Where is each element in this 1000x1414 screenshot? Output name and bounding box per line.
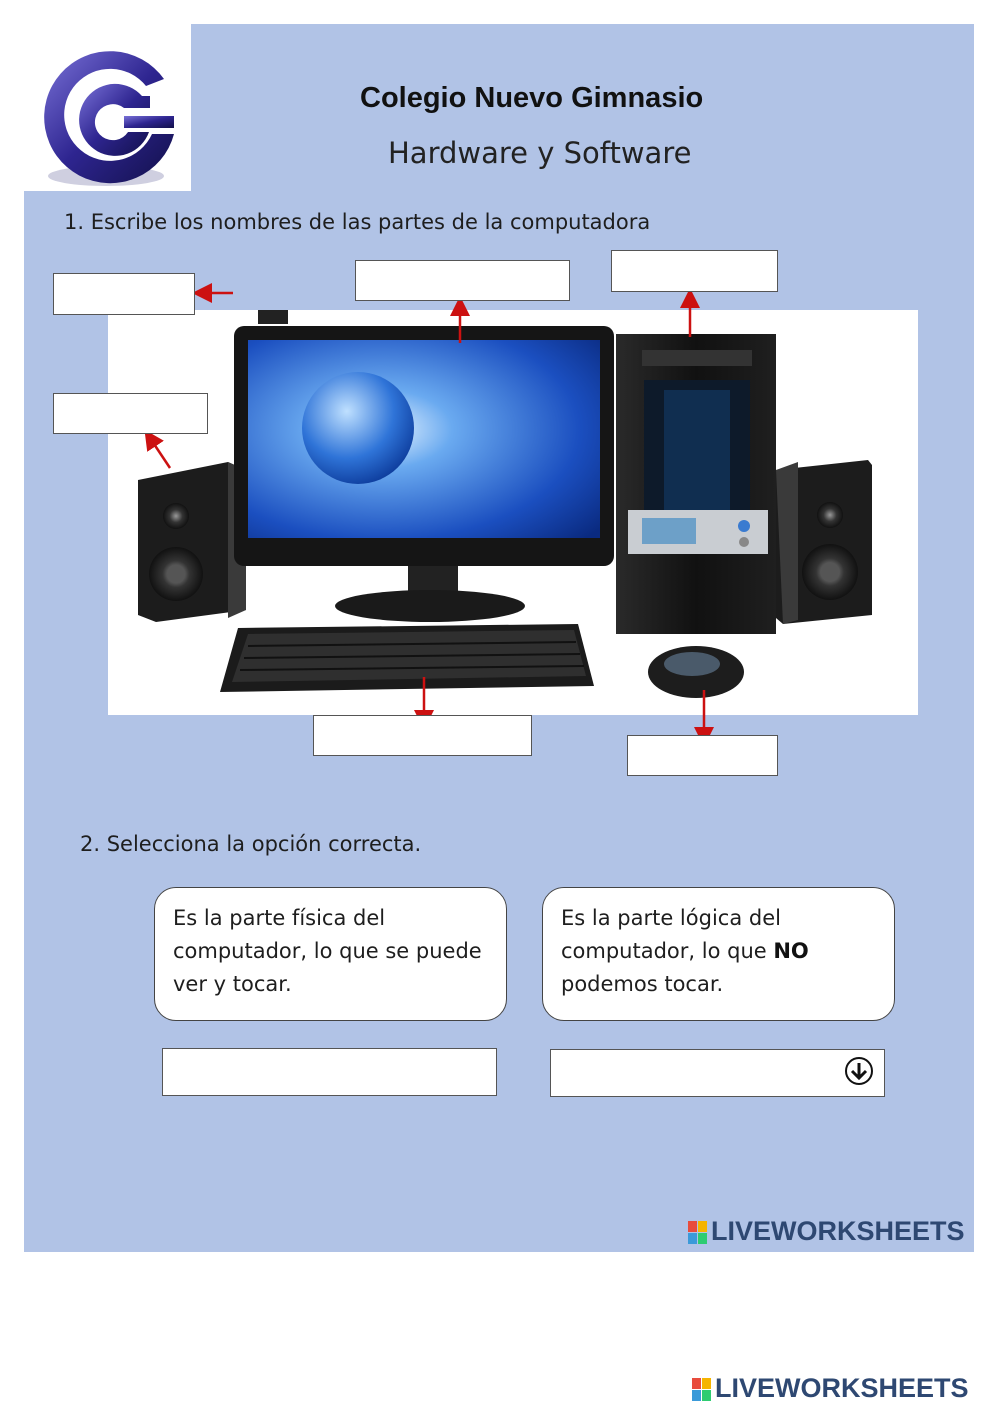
answer-dropdown-software[interactable] (550, 1049, 885, 1097)
liveworksheets-mark-icon (688, 1221, 708, 1245)
definition-text-software-part2: podemos tocar. (561, 972, 724, 996)
answer-field-webcam[interactable] (53, 273, 195, 315)
definition-text-software-part1: Es la parte lógica del computador, lo que (561, 906, 781, 963)
answer-field-cpu-tower[interactable] (611, 250, 778, 292)
liveworksheets-text-footer: LIVEWORKSHEETS (715, 1373, 969, 1403)
worksheet-title: Hardware y Software (388, 136, 692, 170)
answer-field-monitor[interactable] (355, 260, 570, 301)
answer-field-hardware[interactable] (162, 1048, 497, 1096)
liveworksheets-logo-footer[interactable] (692, 1373, 969, 1404)
liveworksheets-logo-sheet (688, 1216, 965, 1247)
definition-card-software (542, 887, 895, 1021)
arrow-speaker (150, 438, 170, 468)
definition-text-software-bold: NO (773, 939, 809, 963)
circle-arrow-down-icon[interactable] (844, 1056, 874, 1086)
liveworksheets-mark-icon (692, 1378, 712, 1402)
school-name: Colegio Nuevo Gimnasio (360, 82, 704, 114)
definition-card-hardware (154, 887, 507, 1021)
question-2-label: 2. Selecciona la opción correcta. (80, 832, 422, 856)
answer-field-mouse[interactable] (627, 735, 778, 776)
definition-text-hardware: Es la parte física del computador, lo que se puede ver y tocar. (173, 906, 482, 996)
answer-field-speakers[interactable] (53, 393, 208, 434)
question-1-label: 1. Escribe los nombres de las partes de la computadora (64, 210, 651, 234)
liveworksheets-text-sheet: LIVEWORKSHEETS (711, 1216, 965, 1246)
answer-field-keyboard[interactable] (313, 715, 532, 756)
